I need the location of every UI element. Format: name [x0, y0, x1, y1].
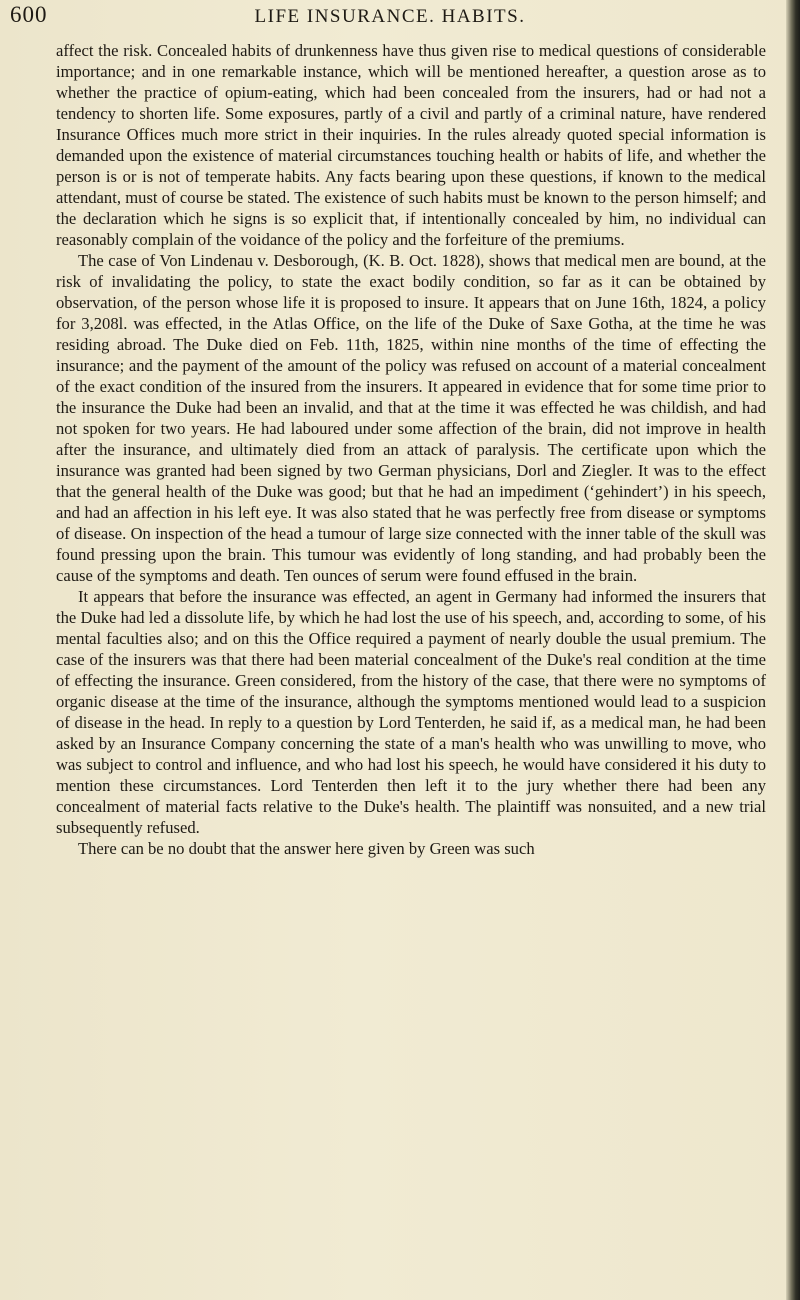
- page-header: [10, 2, 770, 36]
- running-title: LIFE INSURANCE. HABITS.: [254, 6, 526, 27]
- page-edge-shadow: [786, 0, 800, 1300]
- paragraph-1: affect the risk. Concealed habits of drunkenness have thus given rise to medical questions of considerable importance; and in one remarkable instance, which will be mentioned hereafter, a question arose as to whether the practice of opium-eating, which had been concealed from the insurers, had or had not a tendency to shorten life. Some exposures, partly of a civil and partly of a criminal nature, have rendered Insurance Offices much more strict in their inquiries. In the rules already quoted special information is demanded upon the existence of material circumstances touching health or habits of life, and whether the person is or is not of temperate habits. Any facts bearing upon these questions, if known to the medical attendant, must of course be stated. The existence of such habits must be known to the person himself; and the declaration which he signs is so explicit that, if intentionally concealed by him, no individual can reasonably complain of the voidance of the policy and the forfeiture of the premiums.: [56, 41, 766, 249]
- paragraph-4: There can be no doubt that the answer here given by Green was such: [78, 839, 535, 858]
- body-text: [56, 40, 766, 859]
- paragraph-3: It appears that before the insurance was effected, an agent in Germany had informed the insurers that the Duke had led a dissolute life, by which he had lost the use of his speech, and, according to some, of his mental faculties also; and on this the Office required a payment of nearly double the usual premium. The case of the insurers was that there had been material concealment of the Duke's real condition at the time of effecting the insurance. Green considered, from the history of the case, that there were no symptoms of organic disease at the time of the insurance, although the symptoms mentioned would lead to a suspicion of disease in the head. In reply to a question by Lord Tenterden, he said if, as a medical man, he had been asked by an Insurance Company concerning the state of a man's health who was unwilling to move, who was subject to control and influence, and who had lost his speech, he would have considered it his duty to mention these circumstances. Lord Tenterden then left it to the jury whether there had been any concealment of material facts relative to the Duke's health. The plaintiff was nonsuited, and a new trial subsequently refused.: [56, 587, 766, 837]
- page-number: 600: [10, 2, 48, 27]
- paragraph-2: The case of Von Lindenau v. Desborough, (K. B. Oct. 1828), shows that medical men are bound, at the risk of invalidating the policy, to state the exact bodily condition, so far as it can be obtained by observation, of the person whose life it is proposed to insure. It appears that on June 16th, 1824, a policy for 3,208l. was effected, in the Atlas Office, on the life of the Duke of Saxe Gotha, at the time he was residing abroad. The Duke died on Feb. 11th, 1825, within nine months of the time of effecting the insurance; and the payment of the amount of the policy was refused on account of a material concealment of the exact condition of the insured from the insurers. It appeared in evidence that for some time prior to the insurance the Duke had been an invalid, and that at the time it was effected he was childish, and had not spoken for two years. He had laboured under some affection of the brain, did not improve in health after the insurance, and ultimately died from an attack of paralysis. The certificate upon which the insurance was granted had been signed by two German physicians, Dorl and Ziegler. It was to the effect that the general health of the Duke was good; but that he had an impediment (‘gehindert’) in his speech, and had an affection in his left eye. It was also stated that he was perfectly free from disease or symptoms of disease. On inspection of the head a tumour of large size connected with the inner table of the skull was found pressing upon the brain. This tumour was evidently of long standing, and had probably been the cause of the symptoms and death. Ten ounces of serum were found effused in the brain.: [56, 251, 766, 585]
